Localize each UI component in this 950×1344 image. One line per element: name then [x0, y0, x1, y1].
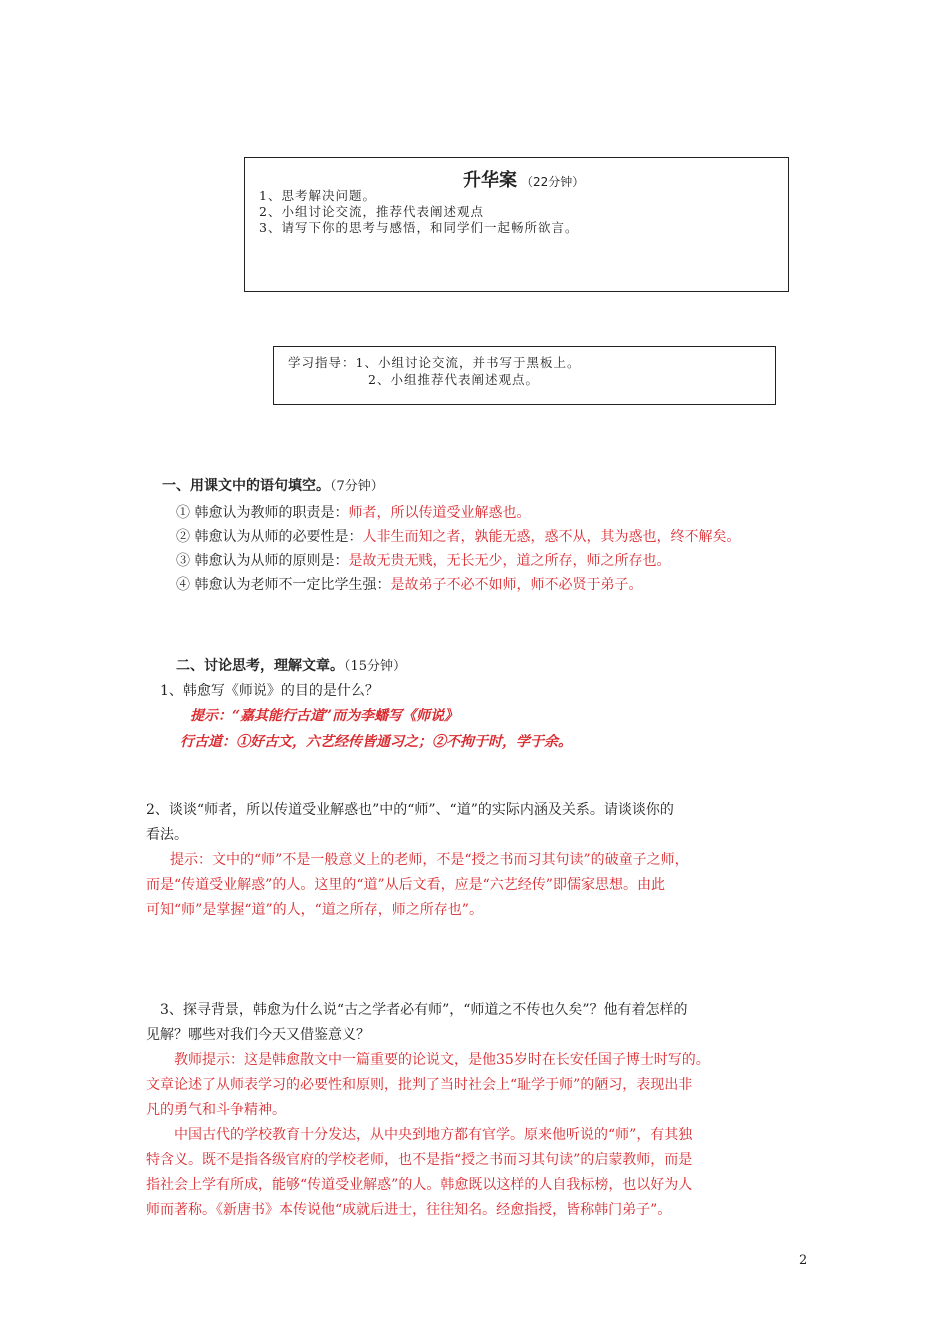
- section1-heading: 一、用课文中的语句填空。（7分钟）: [162, 478, 384, 494]
- question-1-hint: 提示：“嘉其能行古道”而为李蟠写《师说》: [190, 708, 459, 724]
- question-2-line-2: 看法。: [146, 827, 188, 843]
- question-3-hint-1: 教师提示：这是韩愈散文中一篇重要的论说文，是他35岁时在长安任国子博士时写的。: [174, 1052, 710, 1068]
- question-3-hint-6: 指社会上学有所成，能够“传道受业解惑”的人。韩愈既以这样的人自我标榜，也以好为人: [146, 1177, 693, 1193]
- question-3-hint-5: 特含义。既不是指各级官府的学校老师，也不是指“授之书而习其句读”的启蒙教师，而是: [146, 1152, 693, 1168]
- question-3-hint-3: 凡的勇气和斗争精神。: [146, 1102, 286, 1118]
- fill-item-4: ④ 韩愈认为老师不一定比学生强：是故弟子不必不如师，师不必贤于弟子。: [176, 577, 643, 593]
- fill-item-2: ② 韩愈认为从师的必要性是：人非生而知之者，孰能无惑，惑不从，其为惑也，终不解矣。: [176, 529, 741, 545]
- question-2-hint-1: 提示：文中的“师”不是一般意义上的老师，不是“授之书而习其句读”的破童子之师，: [170, 852, 689, 868]
- guide-line-2: 2、小组推荐代表阐述观点。: [368, 372, 539, 387]
- question-1: 1、韩愈写《师说》的目的是什么？: [160, 683, 379, 699]
- question-3-line-2: 见解？哪些对我们今天又借鉴意义？: [146, 1027, 370, 1043]
- question-3-hint-2: 文章论述了从师表学习的必要性和原则，批判了当时社会上“耻学于师”的陋习，表现出非: [146, 1077, 693, 1093]
- question-3-hint-4: 中国古代的学校教育十分发达，从中央到地方都有官学。原来他听说的“师”，有其独: [174, 1127, 693, 1143]
- box-title: 升华案 （22分钟）: [463, 170, 585, 191]
- section2-heading: 二、讨论思考，理解文章。（15分钟）: [176, 658, 407, 674]
- page-number: 2: [799, 1253, 808, 1268]
- question-2-line-1: 2、谈谈“师者，所以传道受业解惑也”中的“师”、“道”的实际内涵及关系。请谈谈你的: [146, 802, 674, 818]
- question-2-hint-2: 而是“传道受业解惑”的人。这里的“道”从后文看，应是“六艺经传”即儒家思想。由此: [146, 877, 665, 893]
- box-line-1: 1、思考解决问题。: [259, 188, 376, 203]
- guide-line-1: 学习指导：1、小组讨论交流，并书写于黑板上。: [288, 355, 581, 370]
- question-1-hint-2: 行古道：①好古文，六艺经传皆通习之；②不拘于时，学于余。: [180, 734, 572, 750]
- fill-item-3: ③ 韩愈认为从师的原则是：是故无贵无贱，无长无少，道之所存，师之所存也。: [176, 553, 671, 569]
- upgrade-plan-box: [244, 157, 789, 292]
- question-2-hint-3: 可知“师”是掌握“道”的人，“道之所存，师之所存也”。: [146, 902, 483, 918]
- box-line-2: 2、小组讨论交流，推荐代表阐述观点: [259, 204, 484, 219]
- question-3-line-1: 3、探寻背景，韩愈为什么说“古之学者必有师”，“师道之不传也久矣”？他有着怎样的: [160, 1002, 688, 1018]
- study-guide-box: [273, 346, 776, 405]
- fill-item-1: ① 韩愈认为教师的职责是：师者，所以传道受业解惑也。: [176, 505, 531, 521]
- question-3-hint-7: 师而著称。《新唐书》本传说他“成就后进士，往往知名。经愈指授，皆称韩门弟子”。: [146, 1202, 672, 1218]
- box-line-3: 3、请写下你的思考与感悟，和同学们一起畅所欲言。: [259, 220, 579, 235]
